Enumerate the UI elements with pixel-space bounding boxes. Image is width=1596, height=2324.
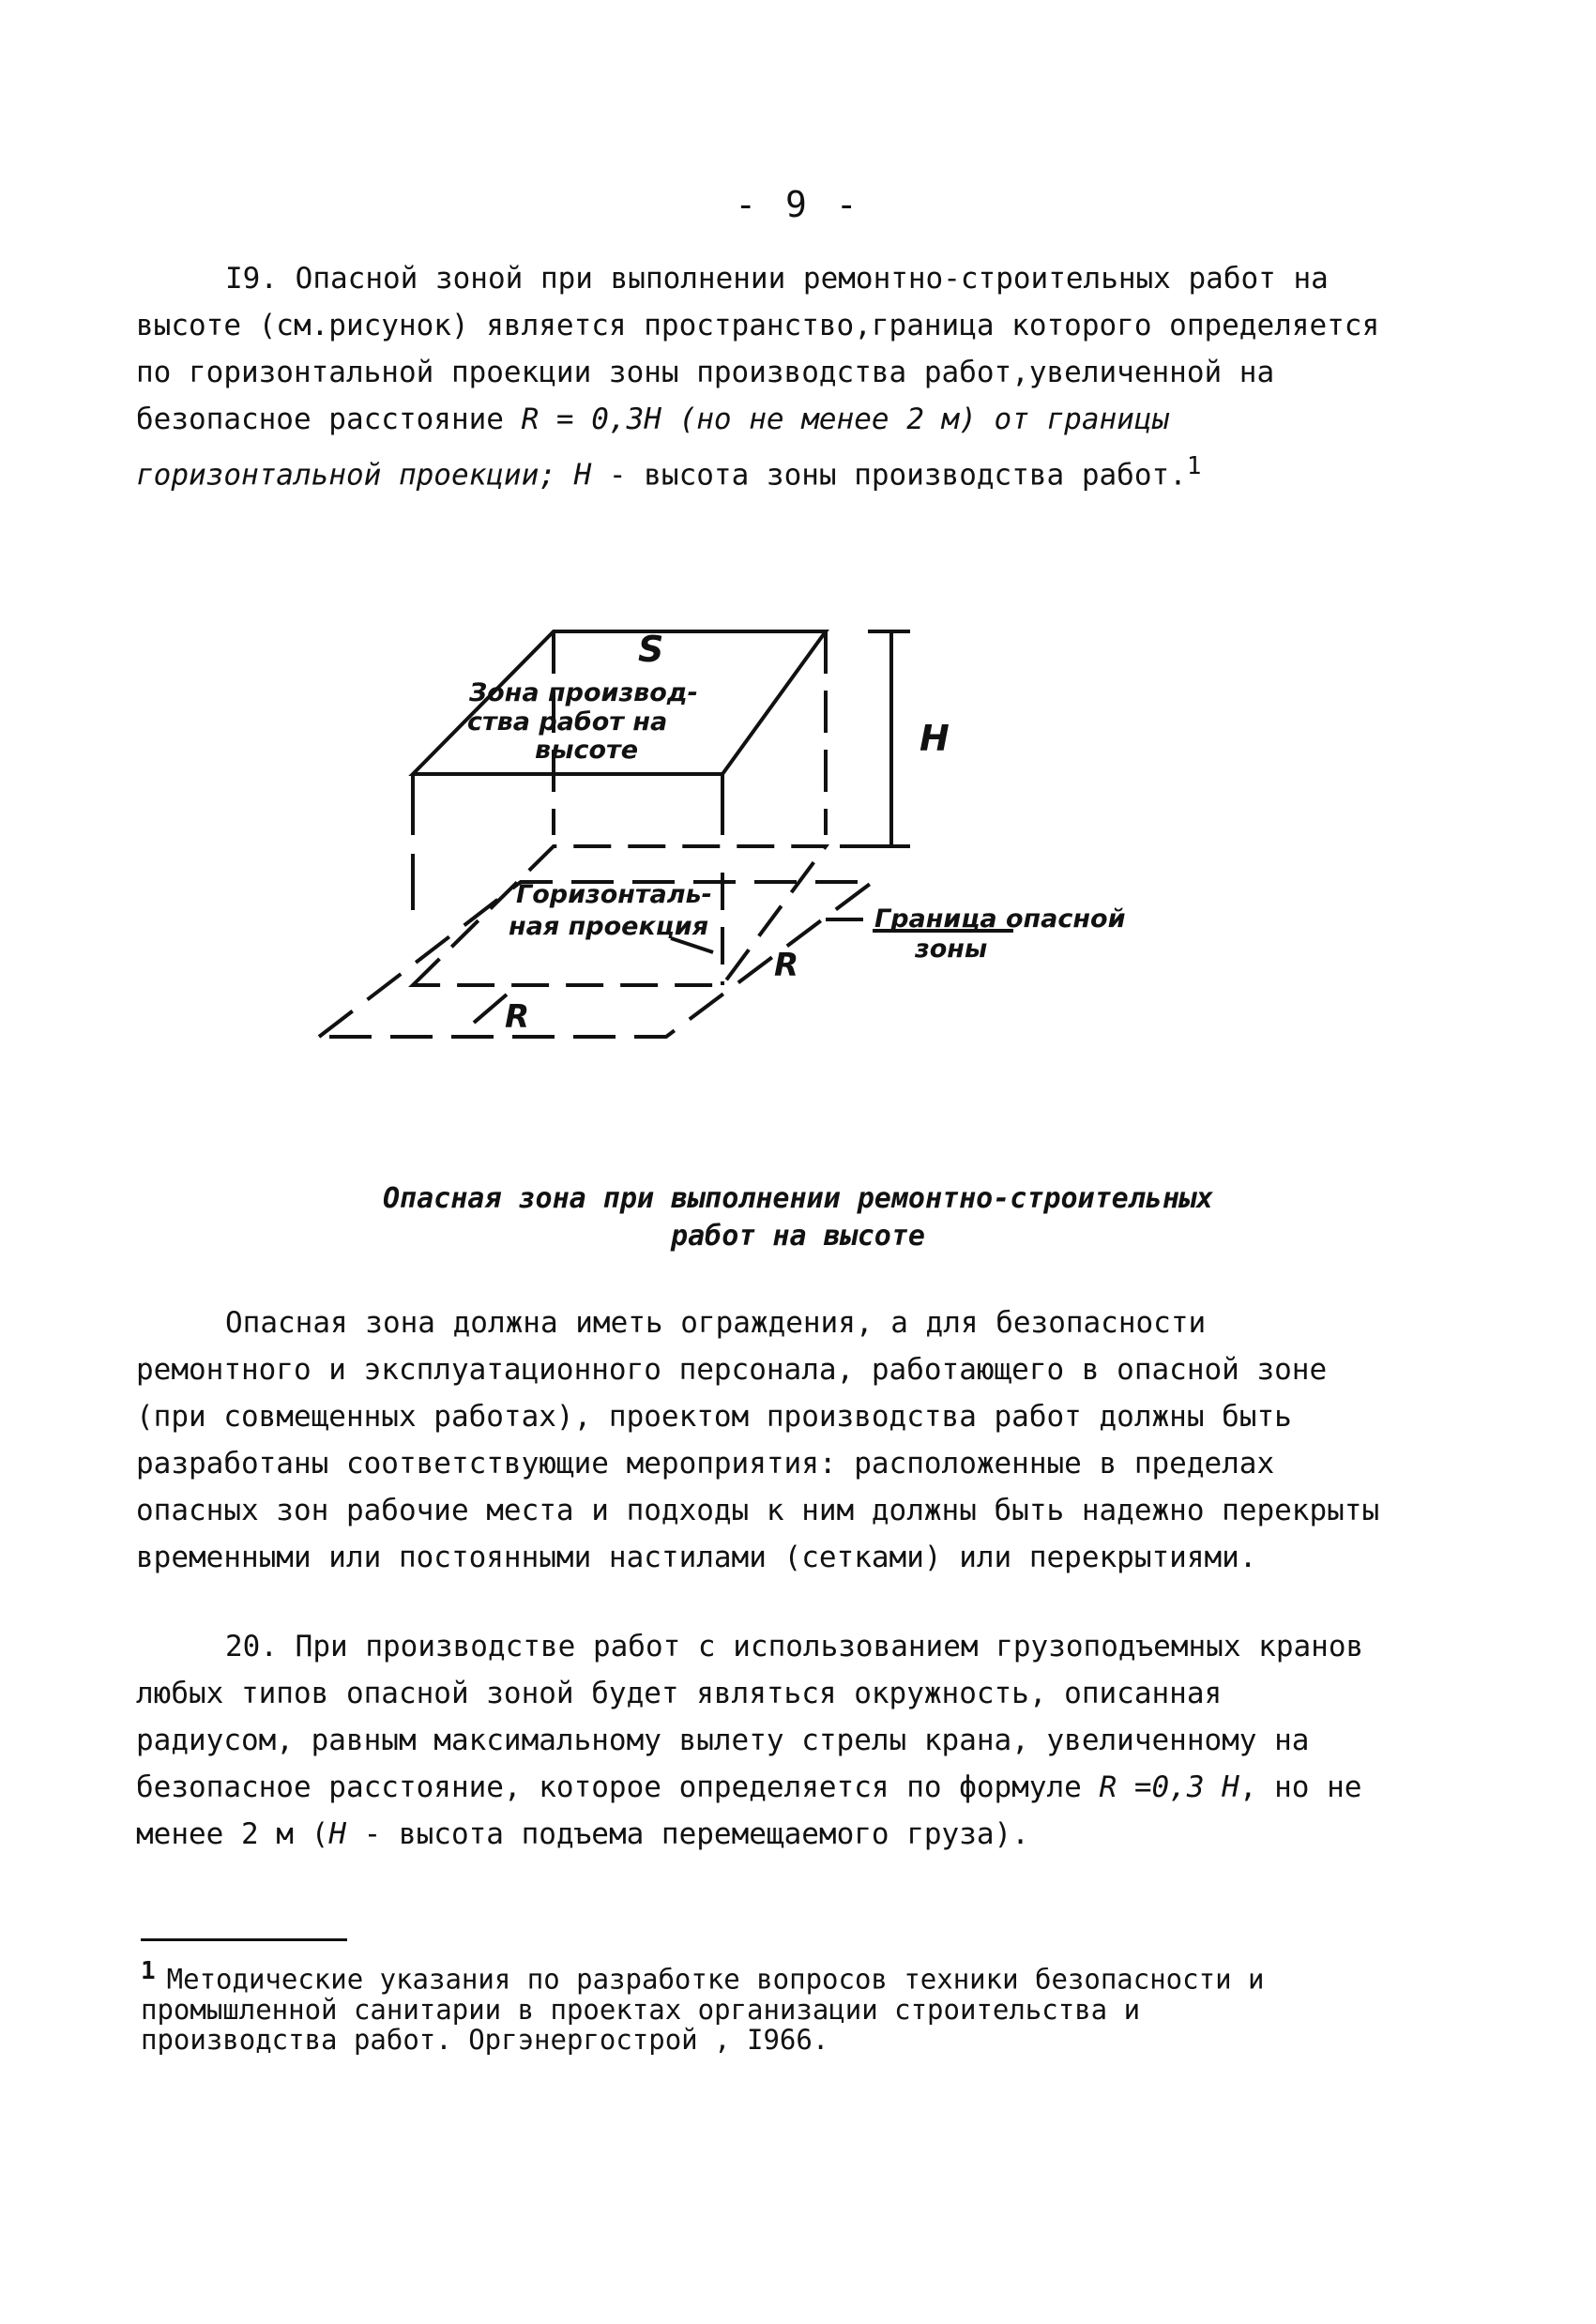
paragraph-20-text-a: При производстве работ с использованием грузоподъемных кранов любых типов опасной зоной будет являться окружность, описанная радиусом, равным максимальному вылету стрелы крана, увеличенному на безопасное расстояние, которое определяется по формуле	[136, 1630, 1364, 1804]
footnote-mark: 1	[141, 1957, 156, 1985]
formula-h-20: H	[328, 1817, 346, 1851]
label-r-right: R	[774, 947, 799, 984]
caption-line-1: Опасная зона при выполнении ремонтно-строительных	[382, 1182, 1213, 1215]
paragraph-19-text-b: (но не менее 2 м) от границы горизонтальной проекции;	[136, 403, 1170, 493]
figure-caption	[0, 1180, 1596, 1255]
paragraph-19-text-c: - высота зоны производства работ.	[591, 458, 1187, 493]
page-number: - 9 -	[735, 184, 861, 225]
footnote-text: Методические указания по разработке вопросов техники безопасности и промышленной санитарии в проектах организации строительства и производства работ. Оргэнергострой , I966.	[141, 1963, 1265, 2056]
footnote	[141, 1956, 1342, 2055]
projection-line-1: Горизонталь-	[516, 880, 712, 909]
paragraph-19	[136, 255, 1384, 498]
projection-line-2: ная проекция	[509, 912, 709, 941]
formula-r: R = 0,3H	[521, 403, 661, 436]
top-zone-line-3: высоте	[535, 736, 639, 765]
paragraph-danger-zone-text: Опасная зона должна иметь ограждения, а для безопасности ремонтного и эксплуатационного персонала, работающего в опасной зоне (при совмещенных работах), проектом производства работ должны быть разработаны соответствующие мероприятия: расположенные в пределах опасных зон рабочие места и подходы к ним должны быть надежно перекрыты временными или постоянными настилами (сетками) или перекрытиями.	[136, 1306, 1380, 1574]
caption-line-2: работ на высоте	[671, 1220, 925, 1253]
boundary-line-2: зоны	[915, 934, 988, 964]
boundary-line-1: Граница опасной	[874, 904, 1126, 934]
top-zone-line-2: ства работ на	[467, 707, 668, 737]
paragraph-19-text-a: Опасной зоной при выполнении ремонтно-строительных работ на высоте (см.рисунок) является пространство,граница которого определяется по горизонтальной проекции зоны производства работ,увеличенной на безопасное расстояние	[136, 262, 1380, 436]
r-arrow-1	[474, 995, 507, 1023]
paragraph-20-text-b: , но не менее 2 м (	[136, 1770, 1362, 1851]
danger-zone-figure	[300, 600, 1163, 1126]
paragraph-20-text-c: - высота подъема перемещаемого груза).	[345, 1817, 1029, 1851]
paragraph-19-number: I9.	[225, 262, 278, 296]
footnote-ref: 1	[1186, 452, 1202, 480]
danger-zone-diagram	[300, 600, 1163, 1126]
top-zone-line-1: Зона производ-	[469, 678, 698, 707]
formula-r-20: R =0,3 H	[1099, 1770, 1239, 1804]
formula-h: H	[573, 458, 592, 493]
label-h: H	[920, 718, 950, 759]
footnote-rule	[141, 1938, 347, 1941]
paragraph-danger-zone	[136, 1299, 1384, 1581]
label-s: S	[638, 629, 664, 670]
label-r-bottom: R	[505, 998, 530, 1036]
paragraph-20	[136, 1623, 1384, 1858]
paragraph-20-number: 20.	[225, 1630, 278, 1663]
